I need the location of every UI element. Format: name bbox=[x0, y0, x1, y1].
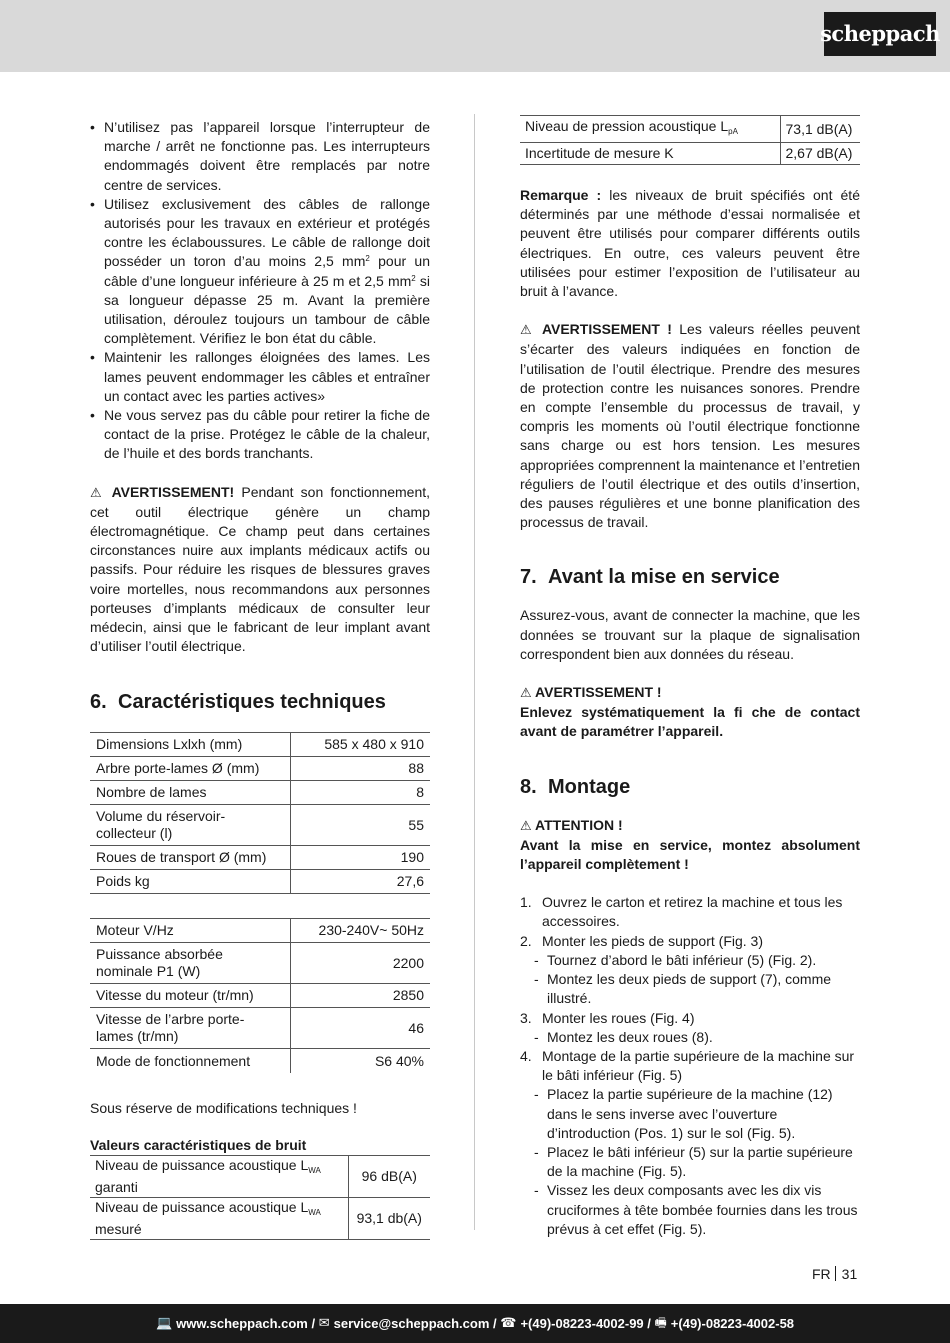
section-6-heading: 6. Caractéristiques techniques bbox=[90, 691, 386, 714]
remarque-text: les niveaux de bruit spécifiés ont été déterminés par une méthode d’essai normalisée et peuvent être utilisés pour comparer différents outils électriques. En outre, ces valeurs peuvent être utilisées pour estimer l’exposition de l’utilisateur au bruit à l’avance. bbox=[520, 187, 860, 300]
column-divider bbox=[474, 114, 475, 1230]
substep-item: - Montez les deux roues (8). bbox=[534, 1028, 713, 1045]
attention-text: Avant la mise en service, montez absolument l’appareil complètement ! bbox=[520, 836, 860, 873]
scheppach-logo: scheppach bbox=[824, 12, 936, 56]
noise-warning bbox=[520, 320, 860, 532]
table-row: Dimensions Lxlxh (mm) 585 x 480 x 910 bbox=[90, 733, 430, 757]
language-code: FR bbox=[812, 1266, 831, 1282]
computer-icon: 💻 bbox=[155, 1315, 173, 1331]
step-item: 4. Montage de la partie supérieure de la machine sur le bâti inférieur (Fig. 5) bbox=[520, 1047, 855, 1084]
warning-text: Pendant son fonctionnement, cet outil électrique génère un champ électromagnétique. Ce champ peut dans certaines circonstances nuire aux implants médicaux actifs ou passifs. Pour réduire les risques de blessures graves voire mortelles, nous recommandons aux personnes porteuses d’implants médicaux de consulter leur médecin, ainsi que le fabricant de leur implant avant d’utiliser l’outil électrique. bbox=[90, 483, 431, 655]
page-number bbox=[812, 1265, 857, 1284]
table-row: Incertitude de mesure K 2,67 dB(A) bbox=[520, 143, 860, 165]
section-7-heading: 7. Avant la mise en service bbox=[520, 566, 780, 589]
substep-item: - Placez la partie supérieure de la machine (12) dans le sens inverse avec l’ouverture d’introduction (Pos. 1) sur le sol (Fig. 5). bbox=[534, 1086, 833, 1141]
mail-icon: ✉ bbox=[318, 1315, 330, 1331]
table-row: Niveau de puissance acoustique $L_{WA}$ garanti 96 dB(A) bbox=[90, 1156, 430, 1198]
phone-icon: ☎ bbox=[500, 1315, 517, 1331]
step-item: 1. Ouvrez le carton et retirez la machine et tous les accessoires. bbox=[520, 894, 843, 930]
page-number-value: 31 bbox=[841, 1266, 858, 1282]
warning-triangle-icon: ⚠ bbox=[520, 686, 532, 702]
table-row: Arbre porte-lames Ø (mm) 88 bbox=[90, 757, 430, 781]
table-row: Roues de transport Ø (mm) 190 bbox=[90, 846, 430, 870]
substep-item: - Tournez d’abord le bâti inférieur (5) (Fig. 2). bbox=[534, 951, 817, 968]
bullet-item: • Ne vous servez pas du câble pour retirer la fiche de contact de la prise. Protégez le câble de la chaleur, de l’huile et des bords tranchants. bbox=[90, 406, 430, 464]
table-row: Mode de fonctionnement S6 40% bbox=[90, 1049, 430, 1073]
table-row: Nombre de lames 8 bbox=[90, 781, 430, 805]
section-7-text: Assurez-vous, avant de connecter la machine, que les données se trouvant sur la plaque de signalisation correspondent bien aux données du réseau. bbox=[520, 607, 860, 662]
noise-table-pressure bbox=[520, 115, 860, 165]
spec-table-motor bbox=[90, 918, 430, 1073]
table-row: Moteur V/Hz 230-240V~ 50Hz bbox=[90, 919, 430, 943]
modification-note: Sous réserve de modifications techniques ! bbox=[90, 1099, 357, 1116]
safety-bullet-list bbox=[90, 118, 430, 464]
left-column bbox=[90, 118, 430, 1240]
table-row: Niveau de pression acoustique $L_{pA}$ 73,1 dB(A) bbox=[520, 116, 860, 143]
footer-bar bbox=[0, 1304, 950, 1343]
warning-title: ⚠ AVERTISSEMENT ! bbox=[520, 321, 672, 339]
table-row: Niveau de puissance acoustique $L_{WA}$ mesuré 93,1 db(A) bbox=[90, 1198, 430, 1240]
step-item: 3. Monter les roues (Fig. 4) bbox=[520, 1009, 695, 1026]
warning-text: Enlevez systématiquement la fi che de contact avant de paramétrer l’appareil. bbox=[520, 704, 860, 740]
substep-item: - Placez le bâti inférieur (5) sur la partie supérieure de la machine (Fig. 5). bbox=[534, 1143, 853, 1180]
substep-item: - Vissez les deux composants avec les dix vis cruciformes à tête bombée fournies dans les trous prévus à cet effet (Fig. 5). bbox=[534, 1182, 858, 1237]
table-row: Vitesse de l’arbre porte-lames (tr/mn) 46 bbox=[90, 1008, 430, 1049]
spec-table-dimensions bbox=[90, 732, 430, 894]
assembly-attention bbox=[520, 816, 860, 875]
footer-email[interactable]: service@scheppach.com / bbox=[333, 1315, 497, 1331]
emf-warning bbox=[90, 483, 430, 657]
connection-warning bbox=[520, 683, 860, 742]
remarque-title: Remarque : bbox=[520, 187, 602, 203]
bullet-item: • Maintenir les rallonges éloignées des lames. Les lames peuvent endommager les câbles et entraîner un contact avec les parties actives» bbox=[90, 348, 430, 406]
table-row: Puissance absorbée nominale P1 (W) 2200 bbox=[90, 943, 430, 984]
footer-website[interactable]: www.scheppach.com / bbox=[176, 1315, 316, 1331]
warning-triangle-icon: ⚠ bbox=[90, 485, 105, 501]
assembly-steps bbox=[520, 893, 860, 1239]
warning-title: ⚠ AVERTISSEMENT ! bbox=[520, 684, 662, 702]
attention-title: ⚠ ATTENTION ! bbox=[520, 816, 623, 834]
header-bar bbox=[0, 0, 950, 72]
footer-fax: +(49)-08223-4002-58 bbox=[670, 1315, 795, 1331]
bullet-item: • N’utilisez pas l’appareil lorsque l’interrupteur de marche / arrêt ne fonctionne pas. Les interrupteurs endommagés doivent être remplacés par notre centre de services. bbox=[90, 118, 430, 195]
noise-table-power bbox=[90, 1155, 430, 1240]
section-8-heading: 8. Montage bbox=[520, 775, 631, 798]
substep-item: - Montez les deux pieds de support (7), comme illustré. bbox=[534, 971, 832, 1007]
footer-phone[interactable]: +(49)-08223-4002-99 / bbox=[520, 1315, 651, 1331]
warning-title: ⚠ AVERTISSEMENT! bbox=[90, 483, 235, 501]
step-item: 2. Monter les pieds de support (Fig. 3) bbox=[520, 932, 763, 949]
fax-icon: 🖷 bbox=[654, 1315, 667, 1331]
remarque-paragraph bbox=[520, 186, 860, 301]
bullet-item: • Utilisez exclusivement des câbles de rallonge autorisés pour les travaux en extérieur et protégés contre les éclaboussures. Le câble de rallonge doit posséder un toron d’au moins 2,5 $mm^2$ pour un câble d’une longueur inférieure à 25 m et 2,5 $mm^2$ si sa longueur dépasse 25 m. Avant la première utilisation, déroulez toujours un tambour de câble complètement. Vérifiez le bon état du câble. bbox=[90, 195, 430, 349]
page-separator bbox=[835, 1266, 836, 1281]
warning-text: Les valeurs réelles peuvent s’écarter des valeurs indiquées en fonction de l’utilisation de l’outil électrique. Prendre des mesures de protection contre les nuisances sonores. Prendre en compte l’ensemble du processus de travail, y compris les moments où l’outil électrique fonctionne sans charge ou est hors tension. Les mesures appropriées comprennent la maintenance et l’entretien réguliers de l’outil électrique et des outils d’insertion, des pauses régulières et une bonne planification des processus de travail. bbox=[520, 321, 861, 531]
right-column bbox=[520, 115, 860, 1239]
warning-triangle-icon: ⚠ bbox=[520, 818, 532, 834]
table-row: Poids kg 27,6 bbox=[90, 870, 430, 894]
table-row: Vitesse du moteur (tr/mn) 2850 bbox=[90, 984, 430, 1008]
warning-triangle-icon: ⚠ bbox=[520, 323, 536, 339]
table-row: Volume du réservoir-collecteur (l) 55 bbox=[90, 805, 430, 846]
noise-values-heading: Valeurs caractéristiques de bruit bbox=[90, 1137, 307, 1154]
